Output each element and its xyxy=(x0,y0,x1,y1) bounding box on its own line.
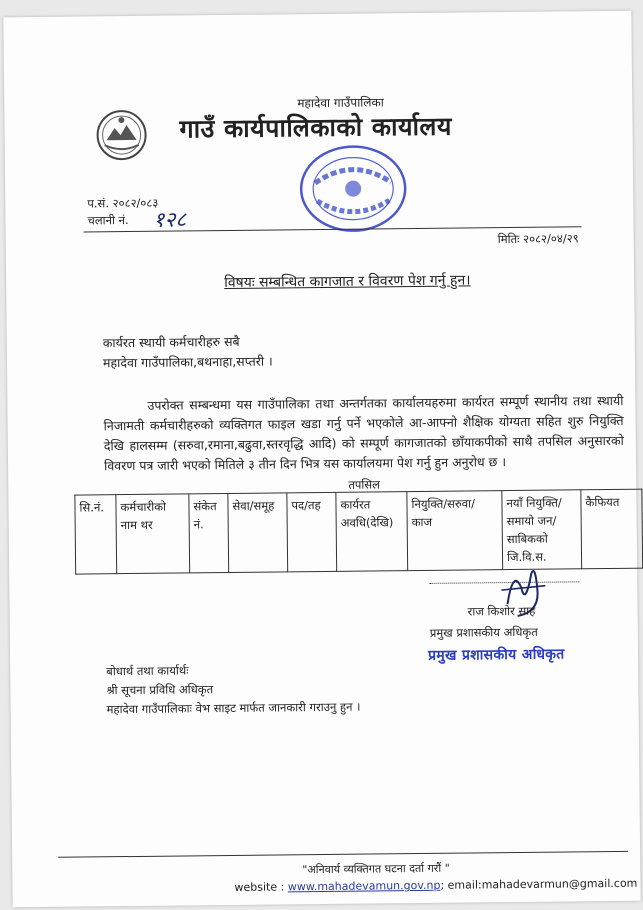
column-header: नियुक्ति/सरुवा/ काज xyxy=(407,491,503,571)
footer-divider xyxy=(58,851,628,858)
column-header: पद/तह xyxy=(287,492,337,572)
letter-body: उपरोक्त सम्बन्धमा यस गाउँपालिका तथा अन्तर्गतका कार्यालयहरुमा कार्यरत सम्पूर्ण स्थानीय तथा स्थायी निजामती कर्मचारीहरुको व्यक्तिगत फाइल खडा गर्नु पर्ने भएकोले आ-आफ्नो शैक्षिक योग्यता सहित शुरु नियुक्ति देखि हालसम्म (सरुवा,रमाना,बढुवा,स्तरवृद्धि आदि) को सम्पूर्ण कागजातको छाँयाकपीको साथै तपसिल अनुसारको विवरण पत्र जारी भएको मितिले ३ तीन दिन भित्र यस कार्यालयमा पेश गर्नु हुन अनुरोध छ । xyxy=(103,392,624,474)
addressee-line-1: कार्यरत स्थायी कर्मचारीहरु सबै xyxy=(102,333,240,351)
column-header: सेवा/समूह xyxy=(228,493,288,573)
column-header: कर्मचारीको नाम थर xyxy=(116,494,190,574)
cc-heading: बोधार्थ तथा कार्यार्थः xyxy=(106,663,189,679)
office-round-stamp-icon xyxy=(295,138,412,239)
dispatch-number-value: १२८ xyxy=(153,207,187,232)
municipality-name: महादेवा गाउँपालिका xyxy=(297,95,384,111)
letter-subject: विषयः सम्बन्धित कागजात र विवरण पेश गर्नु हुन। xyxy=(224,272,471,292)
column-header: कार्यरत अवधि(देखि) xyxy=(336,492,408,572)
details-table xyxy=(74,489,643,575)
nepal-emblem-icon xyxy=(94,108,149,163)
reference-number: प.सं. २०८२/०८३ xyxy=(87,195,159,211)
column-header: सि.नं. xyxy=(75,495,117,574)
cc-recipient: श्री सूचना प्रविधि अधिकृत xyxy=(106,682,214,698)
cc-instruction: महादेवा गाउँपालिकाः वेभ साइट मार्फत जानकारी गराउनु हुन । xyxy=(106,699,361,717)
footer-motto: "अनिवार्य व्यक्तिगत घटना दर्ता गरौं " xyxy=(302,861,450,877)
footer-contact xyxy=(234,877,637,894)
letter-page xyxy=(3,11,640,908)
addressee-line-2: महादेवा गाउँपालिका,बथनाहा,सप्तरी । xyxy=(102,353,273,371)
column-header: कैफियत xyxy=(581,489,643,569)
column-header: संकेत नं. xyxy=(189,493,229,572)
table-caption: तपसिल xyxy=(348,477,380,492)
letter-date: मितिः २०८२/०४/२९ xyxy=(497,231,579,247)
signer-name: राज किशोर साह xyxy=(467,603,536,619)
column-header: नयाँ नियुक्ति/समायो जन/साबिकको जि.वि.स. xyxy=(502,490,582,570)
office-title: गाउँ कार्यपालिकाको कार्यालय xyxy=(179,111,453,144)
website-label: website : xyxy=(234,880,285,894)
email-text: ; email:mahadevarmun@gmail.com xyxy=(440,876,638,892)
designation-stamp: प्रमुख प्रशासकीय अधिकृत xyxy=(427,646,565,664)
table-header-row xyxy=(75,489,643,574)
signer-title: प्रमुख प्रशासकीय अधिकृत xyxy=(429,624,538,640)
dispatch-number-label: चलानी नं. xyxy=(87,213,129,228)
website-link[interactable]: www.mahadevamun.gov.np xyxy=(287,878,441,894)
